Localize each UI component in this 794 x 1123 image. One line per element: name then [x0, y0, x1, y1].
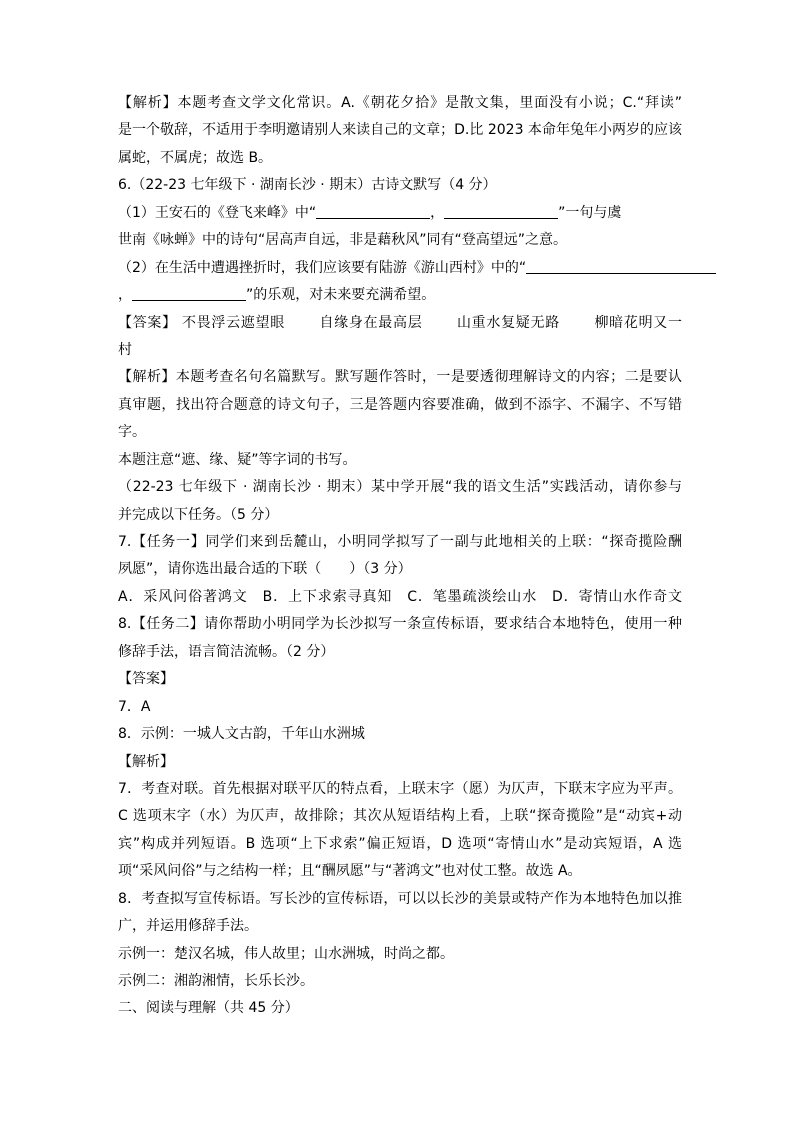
fill-in-blank	[444, 202, 558, 219]
line-text: 宾”构成并列短语。B 选项“上下求索”偏正短语，D 选项“寄情山水”是动宾短语，A 选	[118, 835, 682, 852]
text-line	[118, 941, 682, 968]
line-text: 是一个敬辞，不适用于李明邀请别人来读自己的文章；D.比 2023 本命年兔年小两岁的应该	[118, 122, 682, 139]
line-text: （22-23 七年级下 · 湖南长沙 · 期末）某中学开展“我的语文生活”实践活动，请你参与	[118, 479, 682, 496]
line-text: 村	[118, 341, 132, 358]
text-line	[118, 90, 682, 117]
line-text: 6.（22-23 七年级下 · 湖南长沙 · 期末）古诗文默写（4 分）	[118, 177, 497, 194]
text-line	[118, 117, 682, 144]
line-text: 修辞手法，语言简洁流畅。（2 分）	[118, 643, 335, 660]
line-text: 本题注意“遮、缘、疑”等字词的书写。	[118, 451, 357, 468]
text-line	[118, 886, 682, 913]
line-text: 【答案】	[118, 671, 174, 688]
line-text: 7．A	[118, 698, 151, 715]
text-line	[118, 474, 682, 501]
line-text: A．采风问俗著鸿文 B．上下求索寻真知 C．笔墨疏淡绘山水 D．寄情山水作奇文	[118, 588, 682, 605]
text-line	[118, 639, 682, 666]
text-line	[118, 145, 682, 172]
text-line	[118, 556, 682, 583]
text-line	[118, 392, 682, 419]
line-text: 8．示例：一城人文古韵，千年山水洲城	[118, 726, 365, 743]
text-line	[118, 666, 682, 693]
line-text: （2）在生活中遭遇挫折时，我们应该要有陆游《游山西村》中的“	[118, 259, 527, 276]
fill-in-blank	[316, 202, 430, 219]
text-line	[118, 803, 682, 830]
line-text: C 选项末字（水）为仄声，故排除；其次从短语结构上看，上联“探奇揽险”是“动宾+动	[118, 808, 682, 825]
fill-in-blank	[132, 284, 246, 301]
line-text: 世南《咏蝉》中的诗句“居高声自远，非是藉秋风”同有“登高望远”之意。	[118, 232, 568, 249]
text-line	[118, 337, 682, 364]
text-line	[118, 831, 682, 858]
line-text: 属蛇，不属虎；故选 B。	[118, 149, 273, 166]
text-line	[118, 447, 682, 474]
text-line	[118, 255, 682, 282]
text-line	[118, 227, 682, 254]
text-line	[118, 282, 682, 309]
text-line	[118, 364, 682, 391]
line-text: 【解析】本题考查文学文化常识。A.《朝花夕拾》是散文集，里面没有小说；C.“拜读”	[118, 95, 682, 111]
text-line	[118, 611, 682, 638]
line-text: 项“采风问俗”与之结构一样；且“酬夙愿”与“著鸿文”也对仗工整。故选 A。	[118, 863, 582, 880]
line-text: 7.【任务一】同学们来到岳麓山，小明同学拟写了一副与此地相关的上联：“探奇揽险酬	[118, 534, 682, 550]
line-text: ”一句与虞	[558, 204, 622, 221]
line-text: ，	[118, 287, 132, 304]
line-text: 夙愿”，请你选出最合适的下联（ ）（3 分）	[118, 561, 412, 578]
fill-in-blank	[526, 257, 716, 274]
line-text: 【解析】本题考查名句名篇默写。默写题作答时，一是要透彻理解诗文的内容；二是要认	[118, 369, 682, 386]
line-text: 示例一：楚汉名城，伟人故里；山水洲城，时尚之都。	[118, 945, 454, 962]
text-line	[118, 502, 682, 529]
text-line	[118, 529, 682, 556]
text-line	[118, 721, 682, 748]
text-line	[118, 968, 682, 995]
text-line	[118, 584, 682, 611]
text-line	[118, 694, 682, 721]
text-line	[118, 913, 682, 940]
text-line	[118, 172, 682, 199]
line-text: 【解析】	[118, 753, 174, 770]
text-line	[118, 200, 682, 227]
text-line	[118, 858, 682, 885]
text-line	[118, 995, 682, 1022]
line-text: ，	[430, 204, 445, 221]
line-text: 【答案】 不畏浮云遮望眼 自缘身在最高层 山重水复疑无路 柳暗花明又一	[118, 314, 682, 331]
text-line	[118, 749, 682, 776]
document-page	[118, 90, 682, 1023]
line-text: 并完成以下任务。（5 分）	[118, 506, 279, 523]
line-text: 字。	[118, 424, 146, 441]
line-text: 7．考查对联。首先根据对联平仄的特点看，上联末字（愿）为仄声，下联末字应为平声。	[118, 780, 682, 797]
line-text: 真审题，找出符合题意的诗文句子，三是答题内容要准确，做到不添字、不漏字、不写错	[118, 396, 682, 413]
text-line	[118, 419, 682, 446]
line-text: 8．考查拟写宣传标语。写长沙的宣传标语，可以以长沙的美景或特产作为本地特色加以推	[118, 890, 682, 907]
text-line	[118, 776, 682, 803]
line-text: 示例二：湘韵湘情，长乐长沙。	[118, 973, 314, 989]
line-text: （1）王安石的《登飞来峰》中“	[118, 204, 317, 221]
line-text: 二、阅读与理解（共 45 分）	[118, 1000, 299, 1017]
line-text: ”的乐观，对未来要充满希望。	[246, 287, 436, 304]
line-text: 广，并运用修辞手法。	[118, 918, 258, 935]
line-text: 8.【任务二】请你帮助小明同学为长沙拟写一条宣传标语，要求结合本地特色，使用一种	[118, 616, 682, 633]
text-line	[118, 310, 682, 337]
